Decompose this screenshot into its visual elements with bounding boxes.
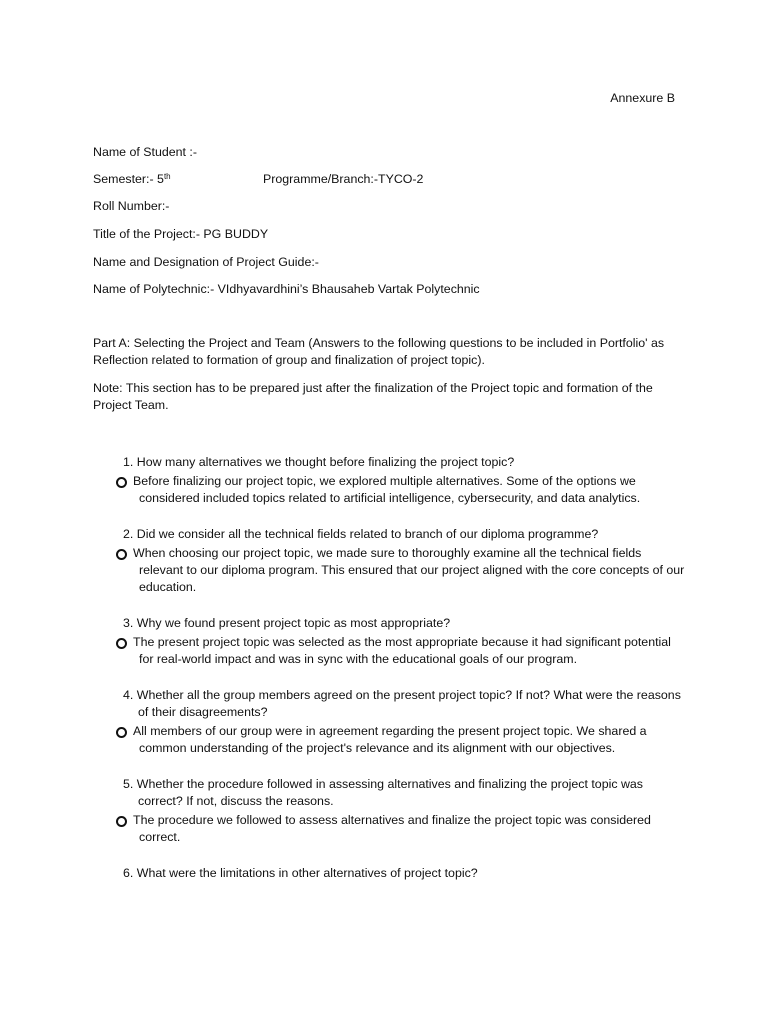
question-text: 4. Whether all the group members agreed on the present project topic? If not? What were the reasons of their disagreements?	[123, 688, 681, 719]
question-text: 2. Did we consider all the technical fields related to branch of our diploma programme?	[123, 527, 599, 541]
question-item	[115, 776, 685, 846]
answer-text: All members of our group were in agreement regarding the present project topic. We shared a common understanding of the project's relevance and its alignment with our objectives.	[133, 724, 647, 755]
answer-item	[115, 634, 685, 668]
question-text: 1. How many alternatives we thought before finalizing the project topic?	[123, 455, 515, 469]
project-guide-field: Name and Designation of Project Guide:-	[93, 255, 319, 269]
polytechnic-name-field: Name of Polytechnic:- VIdhyavardhini’s Bhausaheb Vartak Polytechnic	[93, 282, 480, 296]
answer-item	[115, 812, 685, 846]
circle-bullet-icon	[116, 549, 127, 560]
question-item	[115, 526, 685, 596]
annexure-label: Annexure B	[610, 91, 675, 105]
note-paragraph: Note: This section has to be prepared just after the finalization of the Project topic and formation of the Project Team.	[93, 381, 653, 412]
answer-text: Before finalizing our project topic, we explored multiple alternatives. Some of the options we considered included topics related to artificial intelligence, cybersecurity, and data analytics.	[133, 474, 641, 505]
question-item	[115, 454, 685, 507]
question-item	[115, 865, 685, 882]
semester-superscript: th	[163, 172, 171, 181]
project-title-field: Title of the Project:- PG BUDDY	[93, 227, 269, 241]
part-a-heading: Part A: Selecting the Project and Team (Answers to the following questions to be included in Portfolio' as Reflection related to formation of group and finalization of project topic).	[93, 336, 665, 367]
programme-branch-field: Programme/Branch:-TYCO-2	[263, 172, 424, 186]
question-item	[115, 687, 685, 757]
question-list	[115, 454, 685, 901]
answer-text: When choosing our project topic, we made sure to thoroughly examine all the technical fields relevant to our diploma program. This ensured that our project aligned with the core concepts of our education.	[133, 546, 685, 594]
student-name-field: Name of Student :-	[93, 145, 197, 159]
circle-bullet-icon	[116, 477, 127, 488]
question-text: 6. What were the limitations in other alternatives of project topic?	[123, 866, 478, 880]
answer-item	[115, 723, 685, 757]
answer-item	[115, 473, 685, 507]
semester-text: Semester:- 5	[93, 172, 164, 186]
question-text: 5. Whether the procedure followed in assessing alternatives and finalizing the project topic was correct? If not, discuss the reasons.	[123, 777, 644, 808]
question-item	[115, 615, 685, 668]
roll-number-field: Roll Number:-	[93, 199, 170, 213]
answer-item	[115, 545, 685, 596]
semester-field	[93, 171, 171, 188]
answer-text: The procedure we followed to assess alternatives and finalize the project topic was considered correct.	[133, 813, 651, 844]
circle-bullet-icon	[116, 816, 127, 827]
circle-bullet-icon	[116, 638, 127, 649]
circle-bullet-icon	[116, 727, 127, 738]
answer-text: The present project topic was selected as the most appropriate because it had significant potential for real-world impact and was in sync with the educational goals of our program.	[133, 635, 671, 666]
question-text: 3. Why we found present project topic as most appropriate?	[123, 616, 451, 630]
